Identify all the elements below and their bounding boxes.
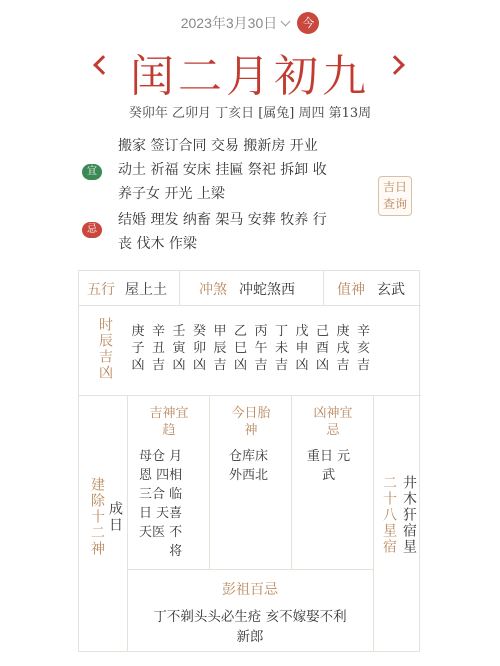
jishen-label-line: 趋 xyxy=(162,423,176,438)
almanac-grid xyxy=(78,270,420,652)
hour-luck: 吉 xyxy=(254,358,268,373)
xiongshen-values xyxy=(307,447,350,485)
hour-item xyxy=(252,323,270,374)
query-label: 查询 xyxy=(382,197,407,211)
jishen-label xyxy=(129,405,209,439)
xingxiu-value: 井木犴宿星 xyxy=(401,475,417,555)
hour-item xyxy=(334,323,352,374)
hour-item xyxy=(150,323,168,374)
today-button[interactable]: 今 xyxy=(297,12,319,34)
taishen-label xyxy=(211,405,291,439)
hour-zhi: 戌 xyxy=(336,341,350,356)
hour-zhi: 未 xyxy=(274,341,288,356)
hour-item xyxy=(211,323,229,374)
xiongshen-label xyxy=(293,405,373,439)
hour-gan: 辛 xyxy=(356,324,370,339)
hour-item xyxy=(355,323,373,374)
hour-gan: 戊 xyxy=(295,324,309,339)
hour-luck: 凶 xyxy=(192,358,206,373)
hour-item xyxy=(170,323,188,374)
lunar-date-title: 闰二月初九 xyxy=(130,51,370,102)
hour-zhi: 卯 xyxy=(192,341,206,356)
hour-item xyxy=(232,323,250,374)
zhishen-label: 值神 xyxy=(337,282,365,298)
hour-luck: 凶 xyxy=(233,358,247,373)
divider xyxy=(179,271,180,305)
jishen-values xyxy=(139,447,182,561)
hour-zhi: 申 xyxy=(295,341,309,356)
hour-gan: 癸 xyxy=(192,324,206,339)
ji-line: 结婚 理发 纳畜 架马 安葬 牧养 行 xyxy=(118,212,327,228)
hour-item xyxy=(273,323,291,374)
jianchu-value: 成日 xyxy=(107,501,123,533)
taishen-values xyxy=(229,447,268,485)
hour-gan: 甲 xyxy=(213,324,227,339)
divider xyxy=(209,395,210,569)
taishen-label-line: 今日胎 xyxy=(231,406,271,421)
hour-item xyxy=(129,323,147,374)
taishen-line: 外西北 xyxy=(229,468,269,483)
pengzu-line: 新郎 xyxy=(236,629,264,645)
hour-zhi: 丑 xyxy=(151,341,165,356)
xiongshen-label-line: 忌 xyxy=(326,423,340,438)
divider xyxy=(127,569,373,570)
hour-luck: 凶 xyxy=(172,358,186,373)
divider xyxy=(291,395,292,569)
jianchu-label: 建除十二神 xyxy=(89,477,105,557)
yi-badge: 宜 xyxy=(82,164,102,180)
yi-line: 搬家 签订合同 交易 搬新房 开业 xyxy=(118,138,318,154)
hour-gan: 壬 xyxy=(172,324,186,339)
hour-gan: 庚 xyxy=(336,324,350,339)
hour-gan: 乙 xyxy=(233,324,247,339)
ji-line: 丧 伐木 作梁 xyxy=(118,236,197,252)
jishen-line: 将 xyxy=(169,544,183,559)
xiongshen-label-line: 凶神宜 xyxy=(313,406,353,421)
hour-zhi: 午 xyxy=(254,341,268,356)
taishen-label-line: 神 xyxy=(244,423,258,438)
jishen-line: 日 天喜 xyxy=(139,506,183,521)
xiongshen-line: 武 xyxy=(322,468,336,483)
jishen-label-line: 吉神宜 xyxy=(149,406,189,421)
hour-gan: 庚 xyxy=(131,324,145,339)
yi-line: 动土 祈福 安床 挂匾 祭祀 拆卸 收 xyxy=(118,162,327,178)
lucky-day-label: 吉日 xyxy=(382,180,407,194)
divider xyxy=(323,271,324,305)
yi-list xyxy=(78,134,368,206)
pengzu-line: 丁不剃头头必生疮 亥不嫁娶不利 xyxy=(153,609,347,625)
date-selector[interactable] xyxy=(0,12,500,34)
hour-gan: 丙 xyxy=(254,324,268,339)
lucky-day-query-button[interactable] xyxy=(378,176,412,216)
hour-gan: 己 xyxy=(315,324,329,339)
divider xyxy=(79,305,421,306)
hour-zhi: 寅 xyxy=(172,341,186,356)
hour-zhi: 辰 xyxy=(213,341,227,356)
wuxing-label: 五行 xyxy=(87,282,115,298)
hour-item xyxy=(314,323,332,374)
hour-luck: 凶 xyxy=(131,358,145,373)
jishen-line: 母仓 月 xyxy=(139,449,183,464)
hour-luck: 吉 xyxy=(274,358,288,373)
ji-badge: 忌 xyxy=(82,222,102,238)
wuxing-value: 屋上土 xyxy=(125,282,167,298)
chevron-down-icon[interactable] xyxy=(281,16,291,26)
divider xyxy=(79,395,421,396)
divider xyxy=(373,395,374,651)
hour-luck: 吉 xyxy=(213,358,227,373)
hours-label: 时辰吉凶 xyxy=(97,317,113,381)
chongsha-value: 冲蛇煞西 xyxy=(239,282,295,298)
hour-luck: 吉 xyxy=(336,358,350,373)
chongsha-label: 冲煞 xyxy=(199,282,227,298)
hour-zhi: 巳 xyxy=(233,341,247,356)
xiongshen-line: 重日 元 xyxy=(307,449,351,464)
ji-list xyxy=(78,208,368,256)
hour-gan: 丁 xyxy=(274,324,288,339)
pengzu-label: 彭祖百忌 xyxy=(222,582,278,598)
hour-gan: 辛 xyxy=(151,324,165,339)
zhishen-value: 玄武 xyxy=(377,282,405,298)
hour-zhi: 酉 xyxy=(315,341,329,356)
hour-item xyxy=(293,323,311,374)
hour-luck: 凶 xyxy=(315,358,329,373)
hour-luck: 吉 xyxy=(356,358,370,373)
hour-zhi: 亥 xyxy=(356,341,370,356)
hour-item xyxy=(191,323,209,374)
ganzhi-line: 癸卯年 乙卯月 丁亥日 [属兔] 周四 第13周 xyxy=(128,106,372,121)
hour-luck: 吉 xyxy=(151,358,165,373)
yi-line: 养子女 开光 上梁 xyxy=(118,186,225,202)
hour-zhi: 子 xyxy=(131,341,145,356)
jishen-line: 天医 不 xyxy=(139,525,183,540)
date-text[interactable]: 2023年3月30日 xyxy=(180,15,278,31)
jishen-line: 三合 临 xyxy=(139,487,183,502)
jishen-line: 恩 四相 xyxy=(139,468,183,483)
xingxiu-label: 二十八星宿 xyxy=(381,475,397,555)
hour-luck: 凶 xyxy=(295,358,309,373)
taishen-line: 仓库床 xyxy=(229,449,269,464)
